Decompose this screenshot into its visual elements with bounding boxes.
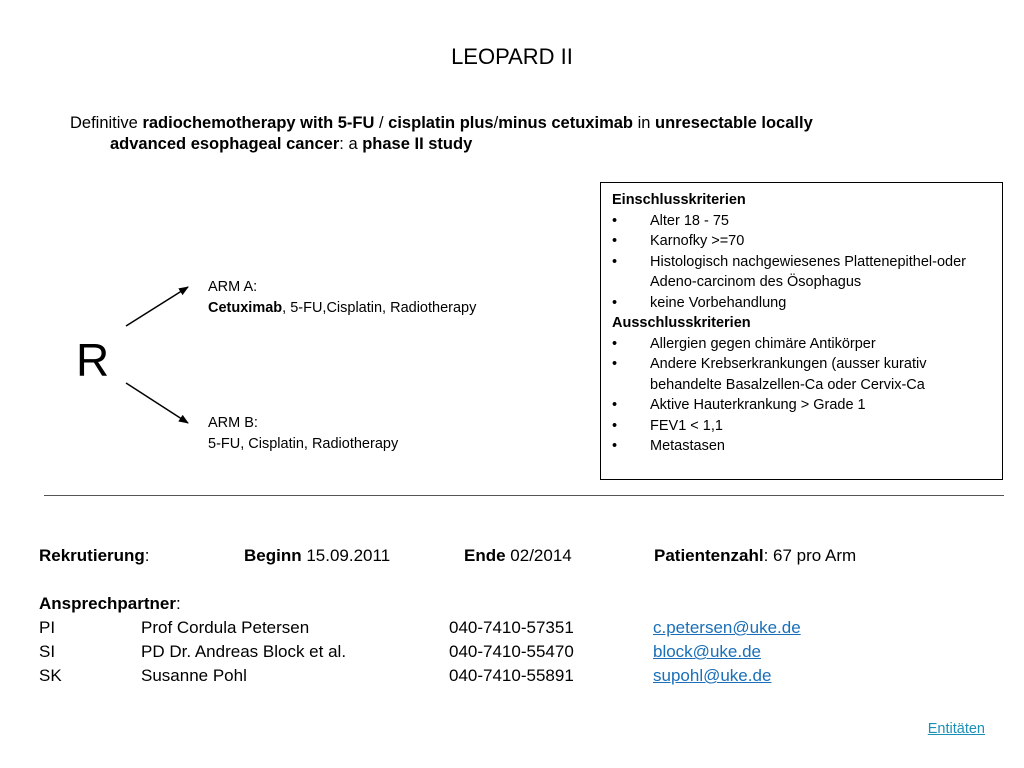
- recruitment-begin: [244, 544, 390, 567]
- inclusion-text: keine Vorbehandlung: [650, 294, 787, 311]
- subtitle-text: Definitive: [70, 114, 143, 132]
- recruitment-label: [39, 544, 150, 567]
- exclusion-item: [612, 436, 992, 457]
- subtitle-bold: advanced esophageal cancer: [110, 135, 340, 153]
- subtitle-text: /: [374, 114, 389, 132]
- page-title: LEOPARD II: [451, 44, 573, 69]
- recruitment-colon: :: [144, 546, 150, 565]
- arm-b-label: ARM B:: [208, 415, 258, 431]
- contact-role: SI: [39, 642, 56, 661]
- contacts-heading-colon: :: [175, 594, 181, 613]
- arm-b-block: [208, 413, 398, 454]
- exclusion-item: [612, 354, 992, 395]
- arrow-arm-a: [126, 287, 188, 326]
- inclusion-text: Alter 18 - 75: [650, 212, 729, 229]
- criteria-box: [600, 182, 1003, 480]
- exclusion-text: Metastasen: [650, 438, 725, 454]
- entitaeten-link[interactable]: Entitäten: [927, 721, 985, 737]
- begin-label: Beginn: [244, 546, 302, 565]
- contact-email-link[interactable]: c.petersen@uke.de: [653, 618, 801, 637]
- exclusion-item: [612, 416, 992, 437]
- bullet: •: [612, 294, 618, 311]
- recruitment-patients: [654, 544, 856, 567]
- exclusion-text: Andere Krebserkrankungen (ausser kurativ behandelte Basalzellen-Ca oder Cervix-Ca: [650, 356, 927, 393]
- end-value: 02/2014: [505, 546, 572, 565]
- patients-label: Patientenzahl: [654, 546, 764, 565]
- contact-name: Prof Cordula Petersen: [141, 618, 310, 637]
- exclusion-text: FEV1 < 1,1: [650, 417, 723, 434]
- bullet: •: [612, 335, 618, 352]
- recruitment-label-text: Rekrutierung: [39, 546, 145, 565]
- contact-phone: 040-7410-55470: [449, 642, 574, 661]
- inclusion-item: [612, 252, 992, 293]
- exclusion-item: [612, 395, 992, 416]
- exclusion-heading: Ausschlusskriterien: [612, 315, 751, 331]
- patients-value: : 67 pro Arm: [763, 546, 857, 565]
- contact-name: Susanne Pohl: [141, 666, 247, 685]
- bullet: •: [612, 253, 618, 270]
- contacts-heading-text: Ansprechpartner: [39, 594, 176, 613]
- bullet: •: [612, 212, 618, 229]
- contact-role: PI: [39, 618, 56, 637]
- contact-phone: 040-7410-57351: [449, 618, 574, 637]
- begin-value: 15.09.2011: [301, 546, 391, 565]
- recruitment-end: [464, 544, 572, 567]
- arm-a-block: [208, 277, 476, 318]
- arm-a-rest: , 5-FU,Cisplatin, Radiotherapy: [282, 299, 477, 316]
- subtitle-text: /: [493, 114, 499, 132]
- bullet: •: [612, 438, 618, 454]
- arm-a-treatment: [208, 298, 476, 319]
- exclusion-text: Allergien gegen chimäre Antikörper: [650, 335, 876, 352]
- subtitle-bold: unresectable locally: [655, 114, 813, 132]
- section-divider: [44, 495, 1004, 496]
- bullet: •: [612, 397, 618, 413]
- inclusion-text: Karnofky >=70: [650, 233, 745, 249]
- end-label: Ende: [464, 546, 506, 565]
- subtitle-bold: phase II study: [362, 135, 473, 153]
- bullet: •: [612, 356, 618, 372]
- contact-name: PD Dr. Andreas Block et al.: [141, 642, 347, 661]
- inclusion-text: Histologisch nachgewiesenes Plattenepithel-oder Adeno-carcinom des Ösophagus: [650, 253, 966, 290]
- contacts-heading: [39, 592, 181, 615]
- inclusion-item: [612, 231, 992, 252]
- arm-b-treatment: 5-FU, Cisplatin, Radiotherapy: [208, 435, 399, 452]
- bullet: •: [612, 233, 618, 249]
- exclusion-item: [612, 334, 992, 355]
- arrow-arm-b: [126, 383, 188, 423]
- bullet: •: [612, 417, 618, 434]
- subtitle-bold: minus cetuximab: [498, 114, 633, 132]
- subtitle-bold: cisplatin plus: [388, 114, 494, 132]
- arm-a-label: ARM A:: [208, 279, 258, 295]
- contact-email-link[interactable]: supohl@uke.de: [653, 666, 772, 685]
- contact-phone: 040-7410-55891: [449, 666, 574, 685]
- subtitle-text: : a: [339, 135, 363, 153]
- subtitle-bold: radiochemotherapy with 5-FU: [142, 114, 375, 132]
- inclusion-item: [612, 211, 992, 232]
- subtitle-text: in: [633, 114, 656, 132]
- inclusion-heading: Einschlusskriterien: [612, 192, 746, 208]
- randomization-letter: R: [76, 334, 110, 386]
- contact-email-link[interactable]: block@uke.de: [653, 642, 761, 661]
- arm-a-drug: Cetuximab: [208, 299, 283, 316]
- inclusion-item: [612, 293, 992, 314]
- contact-role: SK: [39, 666, 62, 685]
- exclusion-text: Aktive Hauterkrankung > Grade 1: [650, 397, 866, 413]
